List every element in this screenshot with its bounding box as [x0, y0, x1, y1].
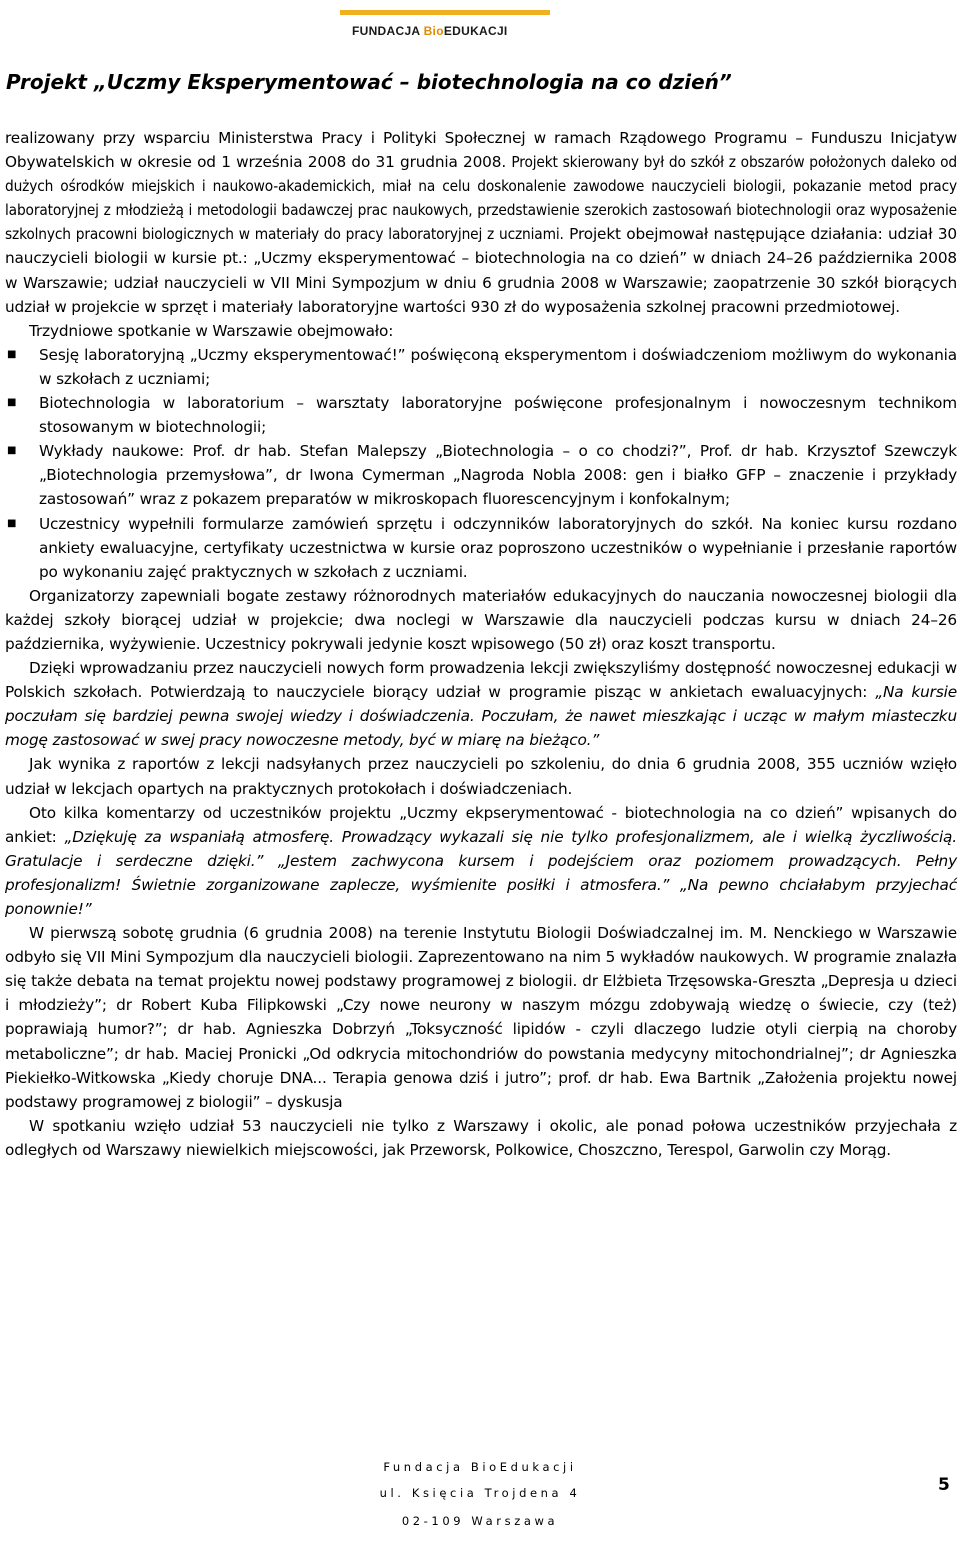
paragraph-participant-comments: [5, 801, 957, 921]
meeting-bullet-list: [5, 343, 957, 584]
footer-organization: Fundacja BioEdukacji: [383, 1460, 577, 1474]
footer-street: ul. Księcia Trojdena 4: [379, 1486, 581, 1500]
intro-funding: realizowany przy wsparciu Ministerstwa Pracy i Polityki Społecznej w ramach Rządowego Programu – Funduszu Inicjatyw Obywatelskich w okresie od 1 września 2008 do 31 grudnia 2008.: [5, 129, 957, 172]
list-item: [5, 391, 957, 439]
intro-project-activities: Projekt obejmował następujące działania: udział 30 nauczycieli biologii w kursie pt.: „Uczmy eksperymentować – biotechnologia na co dzień” w dniach 24–26 października 2008 w Warszawie; udział nauczycieli w VII Mini Sympozjum w dniu 6 grudnia 2008 w Warszawie; zaopatrzenie 30 szkół biorących udział w projekcie w sprzęt i materiały laboratoryjne wartości 930 zł do wyposażenia szkolnej pracowni przedmiotowej.: [5, 225, 958, 316]
comments-quotes: „Dziękuję za wspaniałą atmosferę. Prowadzący wykazali się nie tylko profesjonalizmem, ale i wielką życzliwością. Gratulacje i serdeczne dzięki.” „Jestem zachwycona kursem i podejściem oraz poziomem prowadzących. Pełny profesjonalizm! Świetnie zorganizowane zaplecze, wyśmienite posiłki i atmosfera.” „Na pewno chciałabym przyjechać ponownie!”: [5, 827, 957, 918]
feedback-lead: Dzięki wprowadzaniu przez nauczycieli nowych form prowadzenia lekcji zwiększyliśmy dostępność nowoczesnej edukacji w Polskich szkołach. Potwierdzają to nauczyciele biorący udział w programie pisząc w ankietach ewaluacyjnych:: [5, 659, 957, 702]
feedback-quote: „Na kursie poczułam się bardziej pewna swojej wiedzy i doświadczenia. Poczułam, że nawet mieszkając i ucząc w małym miasteczku mogę zastosować w swej pracy nowoczesne metody, być w miarę na bieżąco.”: [5, 683, 958, 750]
logo-text-accent: Bio: [423, 24, 444, 38]
page-number: 5: [938, 1475, 950, 1495]
paragraph-teacher-feedback: [5, 656, 957, 752]
paragraph-intro: [5, 126, 957, 319]
paragraph-organizers: Organizatorzy zapewniali bogate zestawy różnorodnych materiałów edukacyjnych do nauczania nowoczesnej biologii dla każdej szkoły biorącej udział w projekcie; dwa noclegi w Warszawie dla nauczycieli podczas kursu w dniach 24–26 października, wyżywienie. Uczestnicy pokrywali jedynie koszt wpisowego (50 zł) oraz koszt transportu.: [5, 586, 957, 653]
list-item: [5, 512, 957, 584]
fundacja-bioedukacji-logo: [340, 10, 550, 40]
paragraph-symposium: W pierwszą sobotę grudnia (6 grudnia 2008) na terenie Instytutu Biologii Doświadczalnej im. M. Nenckiego w Warszawie odbyło się VII Mini Sympozjum dla nauczycieli biologii. Zaprezentowano na nim 5 wykładów naukowych. W programie znalazła się także debata na temat projektu nowej podstawy programowej z biologii. dr Elżbieta Trzęsowska-Greszta „Depresja u dzieci i młodzieży”; dr Robert Kuba Filipkowski „Czy nowe neurony w naszym mózgu zdobywają wiedzę o świecie, czy (też) poprawiają humor?”; dr hab. Agnieszka Dobrzyń „Toksyczność lipidów - czyli dlaczego ludzie otyli cierpią na choroby metaboliczne”; dr hab. Maciej Pronicki „Od odkrycia mitochondriów do powstania medycyny mitochondrialnej”; dr Agnieszka Piekiełko-Witkowska „Kiedy choruje DNA... Terapia genowa dziś i jutro”; prof. dr hab. Ewa Bartnik „Założenia projektu nowej podstawy programowej z biologii” – dyskusja: [5, 924, 957, 1111]
bullet-icon: ■: [7, 348, 17, 360]
comments-lead: Oto kilka komentarzy od uczestników projektu „Uczmy ekpserymentować - biotechnologia na co dzień” wpisanych do ankiet:: [5, 803, 957, 846]
bullet-icon: ■: [7, 445, 17, 457]
footer-city: 02-109 Warszawa: [401, 1514, 559, 1528]
list-item-text: Wykłady naukowe: Prof. dr hab. Stefan Malepszy „Biotechnologia – o co chodzi?”, Prof. dr hab. Krzysztof Szewczyk „Biotechnologia przemysłowa”, dr Iwona Cymerman „Nagroda Nobla 2008: gen i białko GFP – znaczenie i przykłady zastosowań” wraz z pokazem preparatów w mikroskopach fluorescencyjnym i konfokalnym;: [39, 442, 957, 509]
paragraph-attendance: W spotkaniu wzięło udział 53 nauczycieli nie tylko z Warszawy i okolic, ale ponad połowa uczestników przyjechała z odległych od Warszawy niewielkich miejscowości, jak Przeworsk, Polkowice, Choszczno, Terespol, Garwolin czy Morąg.: [5, 1116, 957, 1159]
page-title: Projekt „Uczmy Eksperymentować – biotechnologia na co dzień”: [6, 70, 732, 94]
bullet-icon: ■: [7, 397, 17, 409]
list-item-text: Sesję laboratoryjną „Uczmy eksperymentować!” poświęconą eksperymentom i doświadczeniom możliwym do wykonania w szkołach z uczniami;: [39, 345, 957, 388]
logo-bar: [340, 10, 550, 15]
logo-text: [352, 24, 508, 38]
bullet-icon: ■: [7, 517, 17, 529]
list-item-text: Biotechnologia w laboratorium – warsztaty laboratoryjne poświęcone profesjonalnym i nowoczesnym technikom stosowanym w biotechnologii;: [39, 394, 957, 437]
logo-text-part2: EDUKACJI: [443, 24, 508, 38]
document-body: [5, 126, 957, 1162]
list-item: [5, 439, 957, 511]
list-item: [5, 343, 957, 391]
list-item-text: Uczestnicy wypełnili formularze zamówień sprzętu i odczynników laboratoryjnych do szkół. Na koniec kursu rozdano ankiety ewaluacyjne, certyfikaty uczestnictwa w kursie oraz poproszono uczestników o wypełnianie i przesłanie raportów po wykonaniu zajęć praktycznych w szkołach z uczniami.: [39, 514, 957, 581]
paragraph-student-reports: Jak wynika z raportów z lekcji nadsyłanych przez nauczycieli po szkoleniu, do dnia 6 grudnia 2008, 355 uczniów wzięło udział w lekcjach opartych na praktycznych protokołach i doświadczeniach.: [5, 755, 957, 798]
logo-text-part1: FUNDACJA: [352, 24, 424, 38]
paragraph-meeting-intro: Trzydniowe spotkanie w Warszawie obejmowało:: [29, 321, 394, 340]
intro-project-goals: Projekt skierowany był do szkół z obszarów położonych daleko od dużych ośrodków miejskich i naukowo-akademickich, miał na celu doskonalenie zawodowe nauczycieli biologii, pokazanie metod pracy laboratoryjnej z młodzieżą i metodologii badawczej prac naukowych, przedstawienie szerokich zastosowań biotechnologii oraz wyposażenie szkolnych pracowni biologicznych w materiały do pracy laboratoryjnej z uczniami.: [5, 153, 958, 244]
